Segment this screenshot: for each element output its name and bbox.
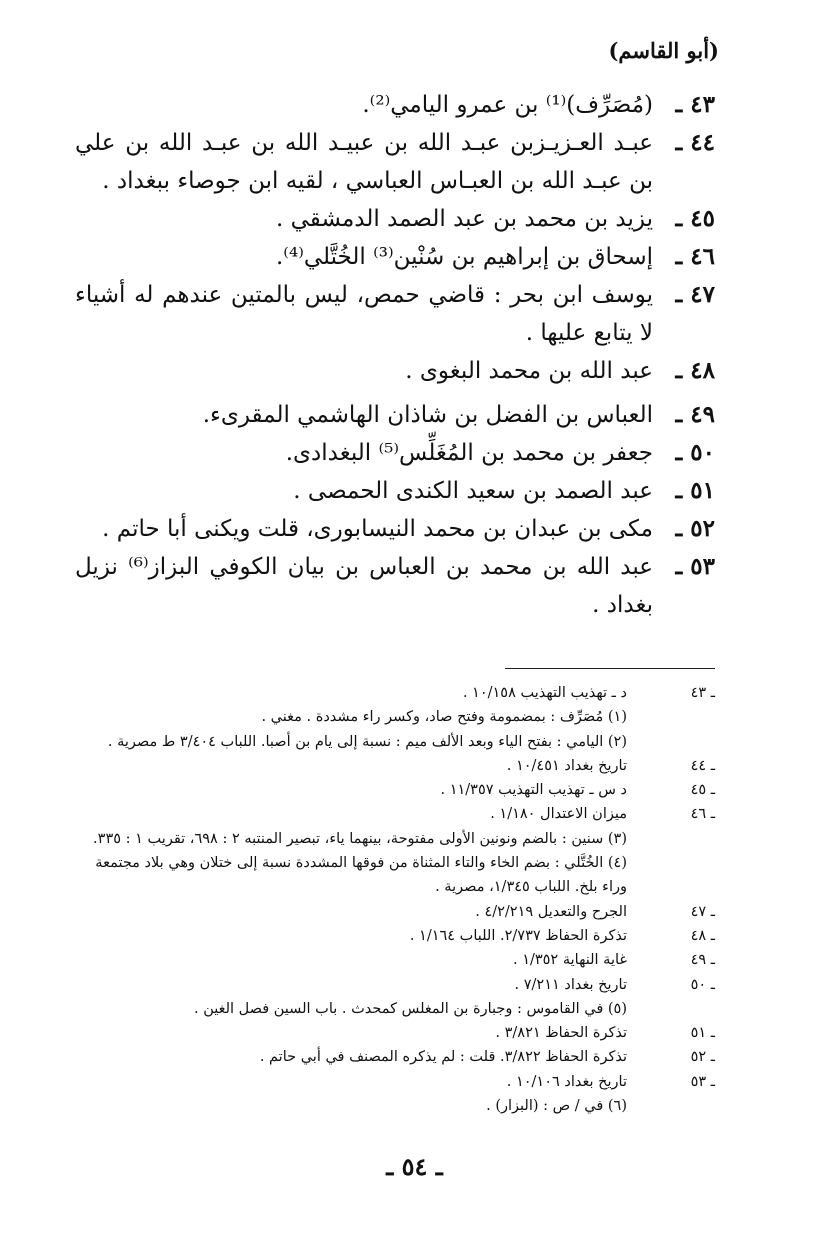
- footnote-text: غاية النهاية ١/٣٥٢ .: [512, 952, 627, 969]
- footnote-ref: ـ ٤٩: [690, 952, 715, 969]
- entry-text: (مُصَرِّف)⁽¹⁾ بن عمرو اليامي⁽²⁾.: [362, 92, 653, 118]
- entry-44: [75, 124, 715, 200]
- entry-text: جعفر بن محمد بن المُغَلِّس⁽⁵⁾ البغدادى.: [285, 440, 653, 466]
- footnote-text: تذكرة الحفاظ ٣/٨٢١ .: [495, 1025, 627, 1042]
- entry-53: [75, 548, 715, 624]
- entry-number: ٥٣ ـ: [675, 553, 715, 580]
- footnote: [75, 997, 715, 1021]
- footnote-text: (٢) اليامي : بفتح الياء وبعد الألف ميم : نسبة إلى يام بن أصبا. اللباب ٣/٤٠٤ ط مصرية .: [107, 733, 627, 750]
- footnote: [75, 851, 715, 900]
- footnote-text: (٤) الخُتَّلي : بضم الخاء والتاء المثناة من فوقها المشددة نسبة إلى ختلان وهي بلاد مجتمعة وراء بلخ. اللباب ١/٣٤٥، مصرية .: [95, 855, 627, 896]
- entry-number: ٤٣ ـ: [675, 91, 715, 118]
- running-title: (أبو القاسم): [608, 38, 719, 63]
- entry-number: ٤٩ ـ: [675, 401, 715, 428]
- footnote-text: (٦) في / ص : (البزار) .: [486, 1098, 627, 1115]
- footnote-ref: ـ ٥٠: [690, 976, 715, 993]
- footnote-divider: [505, 668, 715, 669]
- entry-text: مكى بن عبدان بن محمد النيسابورى، قلت ويكنى أبا حاتم .: [102, 516, 653, 542]
- footnotes-list: [75, 681, 715, 1118]
- entry-43: [75, 86, 715, 124]
- footnote: [75, 681, 715, 705]
- entry-number: ٥٠ ـ: [675, 439, 715, 466]
- footnote: [75, 1021, 715, 1045]
- entry-50: [75, 434, 715, 472]
- entry-text: العباس بن الفضل بن شاذان الهاشمي المقرىء.: [202, 402, 653, 428]
- entry-48: [75, 352, 715, 390]
- footnote-text: تذكرة الحفاظ ٣/٨٢٢. قلت : لم يذكره المصنف في أبي حاتم .: [259, 1049, 627, 1066]
- entry-47: [75, 276, 715, 352]
- footnote-text: تاريخ بغداد ١٠/١٠٦ .: [506, 1073, 627, 1090]
- footnote: [75, 973, 715, 997]
- footnote-ref: ـ ٤٦: [690, 806, 715, 823]
- entry-number: ٤٧ ـ: [675, 281, 715, 308]
- footnote: [75, 778, 715, 802]
- entry-number: ٥١ ـ: [675, 477, 715, 504]
- entry-49: [75, 396, 715, 434]
- entry-number: ٤٤ ـ: [675, 129, 715, 156]
- footnote: [75, 730, 715, 754]
- footnote-ref: ـ ٤٤: [690, 757, 715, 774]
- entry-text: يوسف ابن بحر : قاضي حمص، ليس بالمتين عندهم له أشياء لا يتابع عليها .: [75, 282, 653, 346]
- footnote-text: تذكرة الحفاظ ٢/٧٣٧. اللباب ١/١٦٤ .: [409, 927, 627, 944]
- footnote-text: تاريخ بغداد ١٠/٤٥١ .: [506, 757, 627, 774]
- entry-51: [75, 472, 715, 510]
- entry-text: عبـد العـزيـزبن عبـد الله بن عبيـد الله بن عبـد الله بن علي بن عبـد الله بن العبـاس العباسي ، لقيه ابن جوصاء ببغداد .: [75, 130, 653, 194]
- footnote-ref: ـ ٤٧: [690, 903, 715, 920]
- entry-45: [75, 200, 715, 238]
- footnote-ref: ـ ٥٢: [690, 1049, 715, 1066]
- footnote: [75, 900, 715, 924]
- footnote: [75, 1045, 715, 1069]
- entry-46: [75, 238, 715, 276]
- page-number: ـ ٥٤ ـ: [386, 1152, 443, 1181]
- entry-text: يزيد بن محمد بن عبد الصمد الدمشقي .: [276, 206, 653, 232]
- footnote-ref: ـ ٥١: [690, 1025, 715, 1042]
- footnote-text: د س ـ تهذيب التهذيب ١١/٣٥٧ .: [440, 782, 627, 799]
- entry-number: ٥٢ ـ: [675, 515, 715, 542]
- entry-number: ٤٥ ـ: [675, 205, 715, 232]
- footnote-text: تاريخ بغداد ٧/٢١١ .: [514, 976, 627, 993]
- footnote-text: د ـ تهذيب التهذيب ١٠/١٥٨ .: [462, 685, 627, 701]
- footnote-text: (١) مُصَرِّف : بمضمومة وفتح صاد، وكسر راء مشددة . مغني .: [261, 709, 627, 726]
- footnote: [75, 948, 715, 972]
- footnote: [75, 754, 715, 778]
- footnote-text: (٥) في القاموس : وجبارة بن المغلس كمحدث . باب السين فصل الغين .: [193, 1000, 627, 1017]
- footnote-ref: ـ ٤٣: [690, 685, 715, 701]
- footnote: [75, 827, 715, 851]
- entry-52: [75, 510, 715, 548]
- entry-text: عبد الصمد بن سعيد الكندى الحمصى .: [293, 478, 653, 504]
- footnote-ref: ـ ٤٨: [690, 927, 715, 944]
- entry-number: ٤٨ ـ: [675, 357, 715, 384]
- footnote-text: الجرح والتعديل ٤/٢/٢١٩ .: [475, 903, 627, 920]
- footnote-ref: ـ ٥٣: [690, 1073, 715, 1090]
- entry-text: عبد الله بن محمد بن العباس بن بيان الكوفي البزاز⁽⁶⁾ نزيل بغداد .: [75, 554, 653, 618]
- entries-list: [75, 86, 715, 624]
- footnote-ref: ـ ٤٥: [690, 782, 715, 799]
- footnote: [75, 802, 715, 826]
- footnote-text: (٣) سنين : بالضم ونونين الأولى مفتوحة، بينهما ياء، تبصير المنتبه ٢ : ٦٩٨، تقريب ١ : ٣٣٥.: [93, 830, 627, 847]
- footnote-text: ميزان الاعتدال ١/١٨٠ .: [490, 806, 627, 823]
- entry-number: ٤٦ ـ: [675, 243, 715, 270]
- entry-text: عبد الله بن محمد البغوى .: [405, 358, 653, 384]
- footnote: [75, 1070, 715, 1094]
- footnote: [75, 1094, 715, 1118]
- entry-text: إسحاق بن إبراهيم بن سُنْين⁽³⁾ الخُتَّلي⁽⁴⁾.: [275, 244, 653, 270]
- footnote: [75, 705, 715, 729]
- footnote: [75, 924, 715, 948]
